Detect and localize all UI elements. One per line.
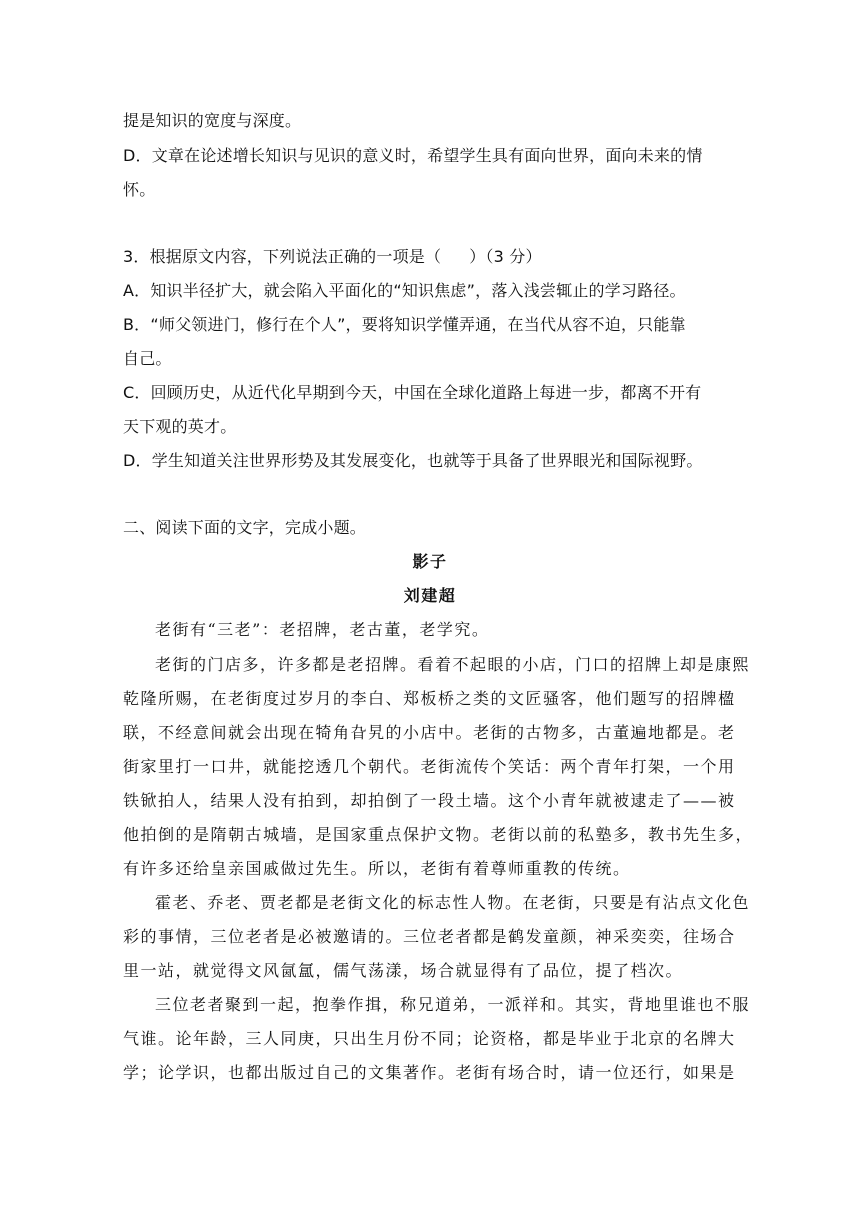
question-3-option-c-line-2: 天下观的英才。 [123,417,237,436]
continuation-line: 提是知识的宽度与深度。 [123,111,302,130]
paragraph-2-line-5: 铁锨拍人，结果人没有拍到，却拍倒了一段土墙。这个小青年就被逮走了——被 [123,791,736,810]
question-3-option-c-line-1: C．回顾历史，从近代化早期到今天，中国在全球化道路上每进一步，都离不开有 [123,383,702,402]
paragraph-2-line-4: 街家里打一口井，就能挖透几个朝代。老街流传个笑话：两个青年打架，一个用 [123,757,736,776]
paragraph-2-line-1: 老街的门店多，许多都是老招牌。看着不起眼的小店，门口的招牌上却是康熙 [155,655,751,674]
paragraph-2-line-7: 有许多还给皇亲国戚做过先生。所以，老街有着尊师重教的传统。 [123,859,631,878]
question-3-option-a: A．知识半径扩大，就会陷入平面化的“知识焦虑”，落入浅尝辄止的学习路径。 [123,281,686,300]
question-3-stem-suffix: ）（3 分） [469,247,542,266]
question-3-stem-prefix: 3．根据原文内容，下列说法正确的一项是（ [123,247,442,266]
paragraph-4-line-3: 学；论学识，也都出版过自己的文集著作。老街有场合时，请一位还行，如果是 [123,1063,736,1082]
story-title: 影子 [412,552,448,571]
section-2-heading: 二、阅读下面的文字，完成小题。 [123,518,367,537]
question-3-option-b-line-1: B．“师父领进门，修行在个人”，要将知识学懂弄通，在当代从容不迫，只能靠 [123,315,686,334]
paragraph-2-line-6: 他拍倒的是隋朝古城墙，是国家重点保护文物。老街以前的私塾多，教书先生多， [123,825,754,844]
paragraph-2-line-3: 联，不经意间就会出现在犄角旮旯的小店中。老街的古物多，古董遍地都是。老 [123,723,736,742]
paragraph-4-line-1: 三位老者聚到一起，抱拳作揖，称兄道弟，一派祥和。其实，背地里谁也不服 [155,995,751,1014]
paragraph-4-line-2: 气谁。论年龄，三人同庚，只出生月份不同；论资格，都是毕业于北京的名牌大 [123,1029,736,1048]
option-d-previous-line-1: D．文章在论述增长知识与见识的意义时，希望学生具有面向世界，面向未来的情 [123,146,703,165]
paragraph-2-line-2: 乾隆所赐，在老街度过岁月的李白、郑板桥之类的文匠骚客，他们题写的招牌楹 [123,689,736,708]
paragraph-1: 老街有“三老”：老招牌，老古董，老学究。 [155,620,490,639]
paragraph-3-line-3: 里一站，就觉得文风氤氲，儒气荡漾，场合就显得有了品位，提了档次。 [123,961,684,980]
question-3-option-b-line-2: 自己。 [123,349,172,368]
question-3-stem [123,247,750,267]
story-author: 刘建超 [403,586,457,605]
paragraph-3-line-1: 霍老、乔老、贾老都是老街文化的标志性人物。在老街，只要是有沾点文化色 [155,893,751,912]
option-d-previous-line-2: 怀。 [123,180,156,199]
paragraph-3-line-2: 彩的事情，三位老者是必被邀请的。三位老者都是鹤发童颜，神采奕奕，往场合 [123,927,736,946]
question-3-option-d: D．学生知道关注世界形势及其发展变化，也就等于具备了世界眼光和国际视野。 [123,451,703,470]
